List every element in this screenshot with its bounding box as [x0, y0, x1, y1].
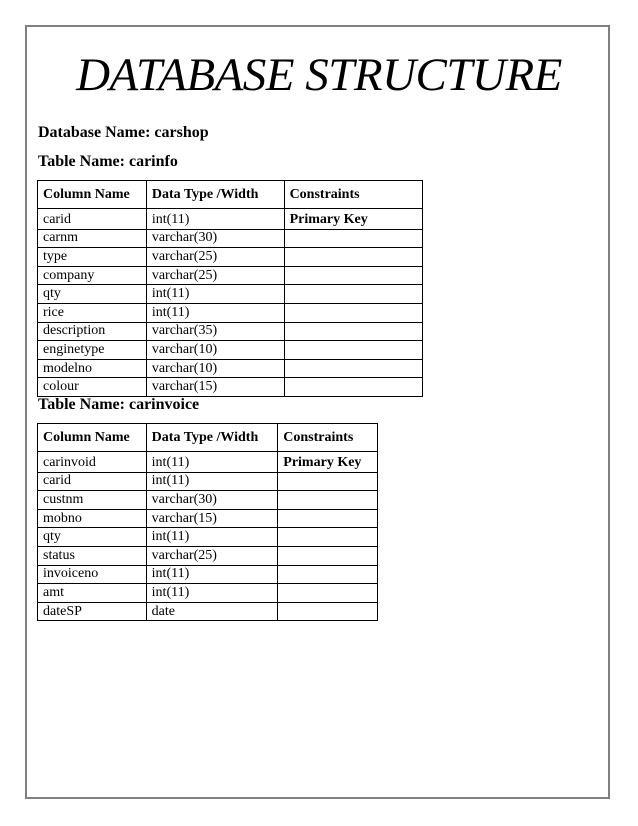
cell-data-type: varchar(15) — [146, 509, 278, 528]
table-row — [38, 229, 423, 248]
header-data-type: Data Type /Width — [146, 181, 284, 209]
cell-constraint — [284, 229, 422, 248]
cell-column-name: carnm — [38, 229, 147, 248]
cell-constraint — [284, 359, 422, 378]
table-row — [38, 266, 423, 285]
cell-data-type: varchar(35) — [146, 322, 284, 341]
cell-column-name: qty — [38, 528, 147, 547]
table-row — [38, 303, 423, 322]
header-column-name: Column Name — [38, 424, 147, 452]
cell-column-name: dateSP — [38, 602, 147, 621]
cell-constraint — [278, 472, 378, 491]
cell-column-name: type — [38, 248, 147, 267]
cell-column-name: custnm — [38, 491, 147, 510]
cell-data-type: varchar(30) — [146, 491, 278, 510]
cell-data-type: int(11) — [146, 565, 278, 584]
table-header-row — [38, 424, 378, 452]
table-row — [38, 472, 378, 491]
cell-data-type: varchar(30) — [146, 229, 284, 248]
cell-data-type: varchar(25) — [146, 546, 278, 565]
cell-data-type: varchar(15) — [146, 378, 284, 397]
cell-constraint — [284, 378, 422, 397]
cell-constraint — [278, 528, 378, 547]
table-row — [38, 509, 378, 528]
table-row — [38, 491, 378, 510]
cell-column-name: description — [38, 322, 147, 341]
table-row — [38, 341, 423, 360]
cell-constraint — [284, 322, 422, 341]
cell-constraint — [278, 565, 378, 584]
cell-data-type: int(11) — [146, 584, 278, 603]
carinvoice-table — [37, 423, 378, 621]
cell-data-type: int(11) — [146, 528, 278, 547]
table-name-carinvoice: Table Name: carinvoice — [38, 396, 200, 413]
cell-constraint — [284, 266, 422, 285]
cell-constraint — [284, 341, 422, 360]
cell-data-type: int(11) — [146, 209, 284, 230]
table-row — [38, 565, 378, 584]
cell-constraint — [284, 285, 422, 304]
cell-data-type: int(11) — [146, 452, 278, 473]
cell-column-name: enginetype — [38, 341, 147, 360]
cell-constraint — [278, 602, 378, 621]
cell-constraint — [278, 584, 378, 603]
table-row — [38, 546, 378, 565]
header-column-name: Column Name — [38, 181, 147, 209]
cell-column-name: invoiceno — [38, 565, 147, 584]
cell-data-type: varchar(10) — [146, 359, 284, 378]
table-row — [38, 322, 423, 341]
cell-data-type: int(11) — [146, 303, 284, 322]
cell-data-type: date — [146, 602, 278, 621]
cell-column-name: carid — [38, 209, 147, 230]
cell-constraint — [284, 248, 422, 267]
cell-data-type: varchar(10) — [146, 341, 284, 360]
database-name: Database Name: carshop — [38, 124, 209, 141]
cell-constraint — [278, 546, 378, 565]
cell-column-name: company — [38, 266, 147, 285]
cell-data-type: varchar(25) — [146, 248, 284, 267]
cell-column-name: amt — [38, 584, 147, 603]
cell-column-name: carinvoid — [38, 452, 147, 473]
table-row — [38, 209, 423, 230]
cell-constraint — [278, 509, 378, 528]
cell-constraint — [278, 491, 378, 510]
table-row — [38, 602, 378, 621]
cell-column-name: status — [38, 546, 147, 565]
cell-column-name: carid — [38, 472, 147, 491]
table-row — [38, 584, 378, 603]
table-row — [38, 248, 423, 267]
table-row — [38, 285, 423, 304]
cell-constraint: Primary Key — [284, 209, 422, 230]
cell-column-name: colour — [38, 378, 147, 397]
table-name-carinfo: Table Name: carinfo — [38, 153, 178, 170]
table-row — [38, 452, 378, 473]
cell-data-type: int(11) — [146, 285, 284, 304]
cell-column-name: rice — [38, 303, 147, 322]
document-title: DATABASE STRUCTURE — [76, 49, 562, 101]
cell-column-name: qty — [38, 285, 147, 304]
header-data-type: Data Type /Width — [146, 424, 278, 452]
table-row — [38, 359, 423, 378]
cell-data-type: int(11) — [146, 472, 278, 491]
table-row — [38, 528, 378, 547]
cell-constraint — [284, 303, 422, 322]
header-constraints: Constraints — [278, 424, 378, 452]
table-row — [38, 378, 423, 397]
cell-data-type: varchar(25) — [146, 266, 284, 285]
table-header-row — [38, 181, 423, 209]
cell-column-name: mobno — [38, 509, 147, 528]
cell-column-name: modelno — [38, 359, 147, 378]
cell-constraint: Primary Key — [278, 452, 378, 473]
header-constraints: Constraints — [284, 181, 422, 209]
carinfo-table — [37, 180, 423, 397]
